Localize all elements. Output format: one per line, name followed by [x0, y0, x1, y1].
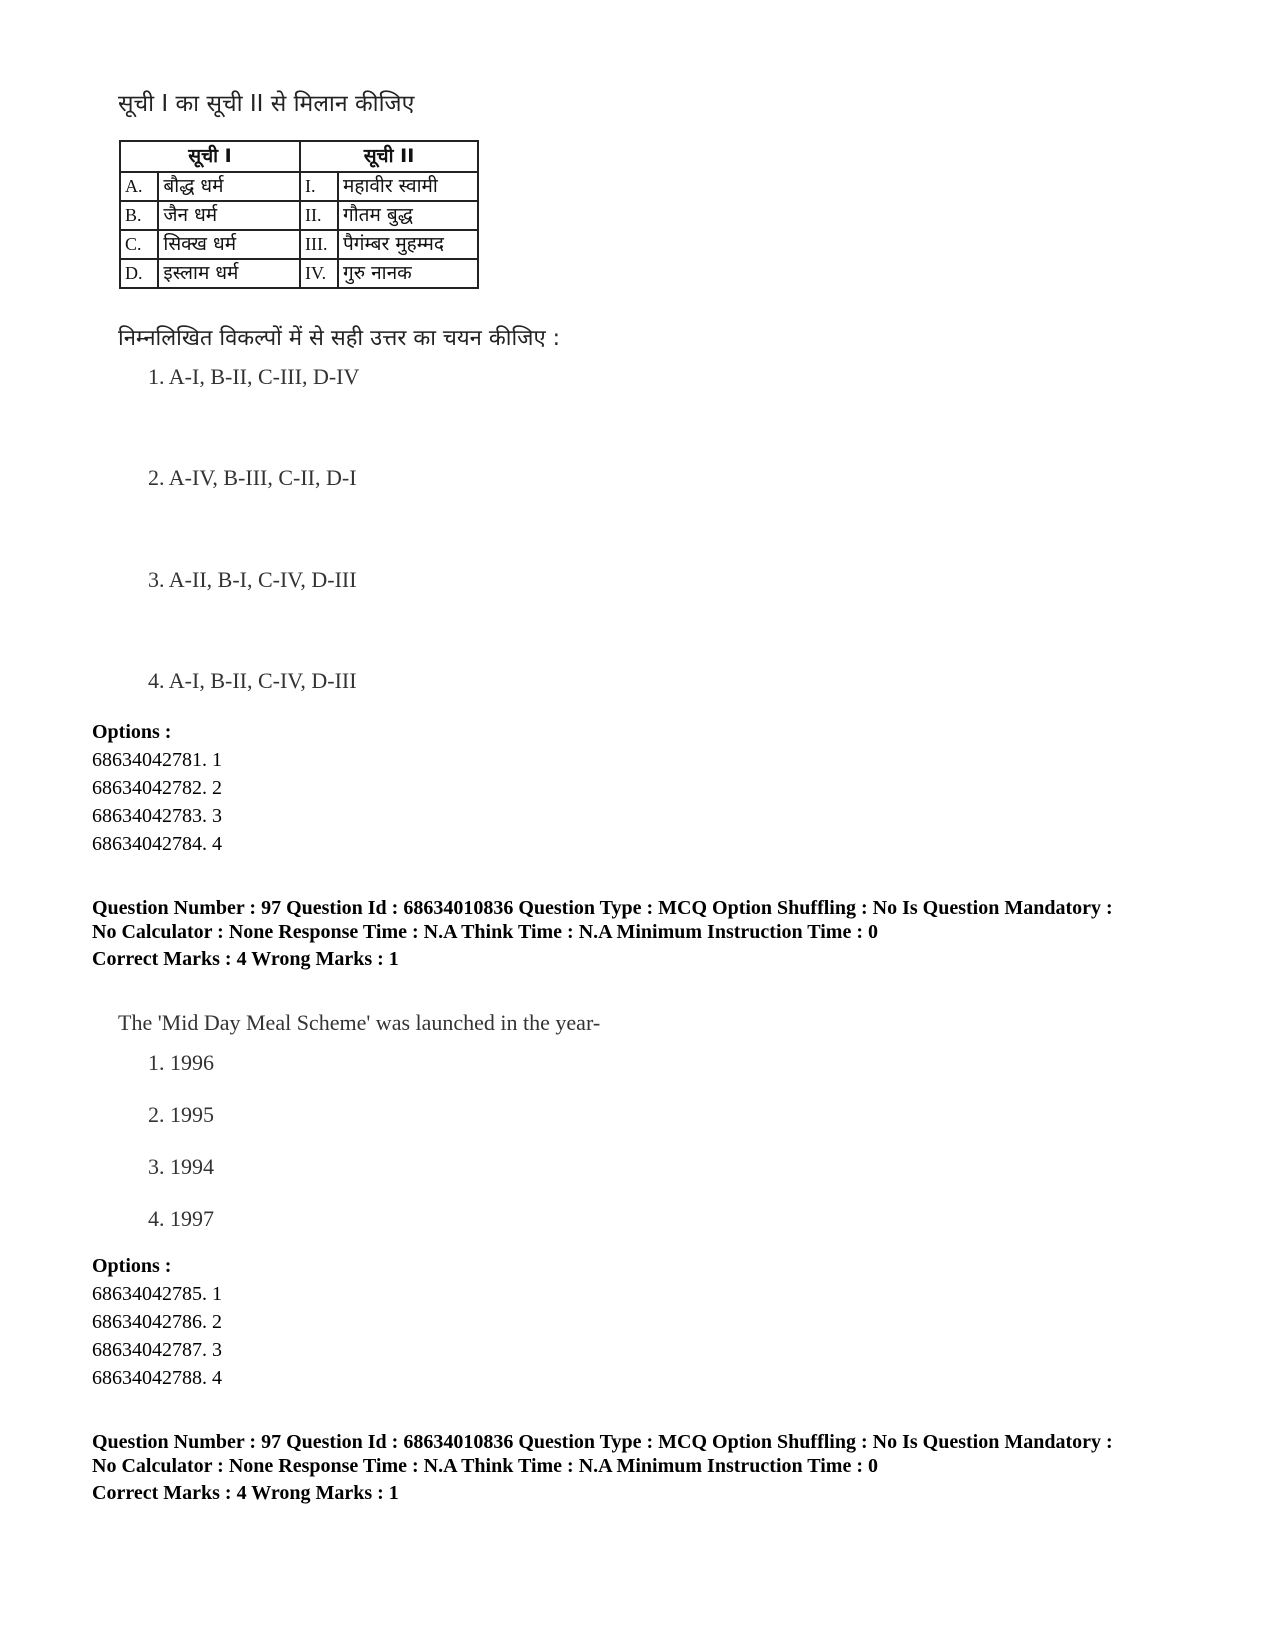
choice-3: 3. 1994 — [148, 1154, 214, 1179]
list2-value: पैगंम्बर मुहम्मद — [338, 230, 478, 259]
list1-key: B. — [120, 201, 158, 230]
list2-key: III. — [300, 230, 338, 259]
question-meta-line-2: No Calculator : None Response Time : N.A Think Time : N.A Minimum Instruction Time : 0 — [92, 921, 878, 943]
list1-value: बौद्ध धर्म — [158, 172, 300, 201]
choice-3: 3. A-II, B-I, C-IV, D-III — [148, 567, 357, 592]
list2-value: गौतम बुद्ध — [338, 201, 478, 230]
list1-value: जैन धर्म — [158, 201, 300, 230]
choice-2: 2. 1995 — [148, 1102, 214, 1127]
list2-value: गुरु नानक — [338, 259, 478, 288]
table-row — [120, 230, 478, 259]
option-id-4: 68634042784. 4 — [92, 833, 222, 855]
option-id-4: 68634042788. 4 — [92, 1367, 222, 1389]
question-meta-line-2: No Calculator : None Response Time : N.A Think Time : N.A Minimum Instruction Time : 0 — [92, 1455, 878, 1477]
list2-key: I. — [300, 172, 338, 201]
list2-value: महावीर स्वामी — [338, 172, 478, 201]
question-marks: Correct Marks : 4 Wrong Marks : 1 — [92, 948, 399, 970]
list1-value: सिक्ख धर्म — [158, 230, 300, 259]
options-heading: Options : — [92, 1255, 172, 1277]
list2-key: II. — [300, 201, 338, 230]
table-row — [120, 201, 478, 230]
choice-1: 1. 1996 — [148, 1050, 214, 1075]
question-meta-line-1: Question Number : 97 Question Id : 68634010836 Question Type : MCQ Option Shuffling : No Is Question Mandatory : — [92, 1431, 1113, 1453]
list1-key: D. — [120, 259, 158, 288]
option-id-3: 68634042787. 3 — [92, 1339, 222, 1361]
table-row — [120, 259, 478, 288]
choice-4: 4. A-I, B-II, C-IV, D-III — [148, 668, 357, 693]
list1-value: इस्लाम धर्म — [158, 259, 300, 288]
option-id-3: 68634042783. 3 — [92, 805, 222, 827]
table-header-list-1: सूची I — [120, 141, 300, 172]
list1-key: A. — [120, 172, 158, 201]
option-id-2: 68634042782. 2 — [92, 777, 222, 799]
choice-1: 1. A-I, B-II, C-III, D-IV — [148, 364, 360, 389]
option-id-2: 68634042786. 2 — [92, 1311, 222, 1333]
table-row — [120, 172, 478, 201]
question-marks: Correct Marks : 4 Wrong Marks : 1 — [92, 1482, 399, 1504]
question-instruction: निम्नलिखित विकल्पों में से सही उत्तर का चयन कीजिए : — [118, 326, 561, 351]
list2-key: IV. — [300, 259, 338, 288]
list1-key: C. — [120, 230, 158, 259]
option-id-1: 68634042785. 1 — [92, 1283, 222, 1305]
table-header-list-2: सूची II — [300, 141, 478, 172]
choice-2: 2. A-IV, B-III, C-II, D-I — [148, 465, 357, 490]
question-meta-line-1: Question Number : 97 Question Id : 68634010836 Question Type : MCQ Option Shuffling : No Is Question Mandatory : — [92, 897, 1113, 919]
match-table — [119, 140, 479, 289]
question-stem: The 'Mid Day Meal Scheme' was launched in the year- — [118, 1010, 601, 1035]
choice-4: 4. 1997 — [148, 1206, 214, 1231]
question-title: सूची I का सूची II से मिलान कीजिए — [118, 91, 415, 117]
option-id-1: 68634042781. 1 — [92, 749, 222, 771]
options-heading: Options : — [92, 721, 172, 743]
